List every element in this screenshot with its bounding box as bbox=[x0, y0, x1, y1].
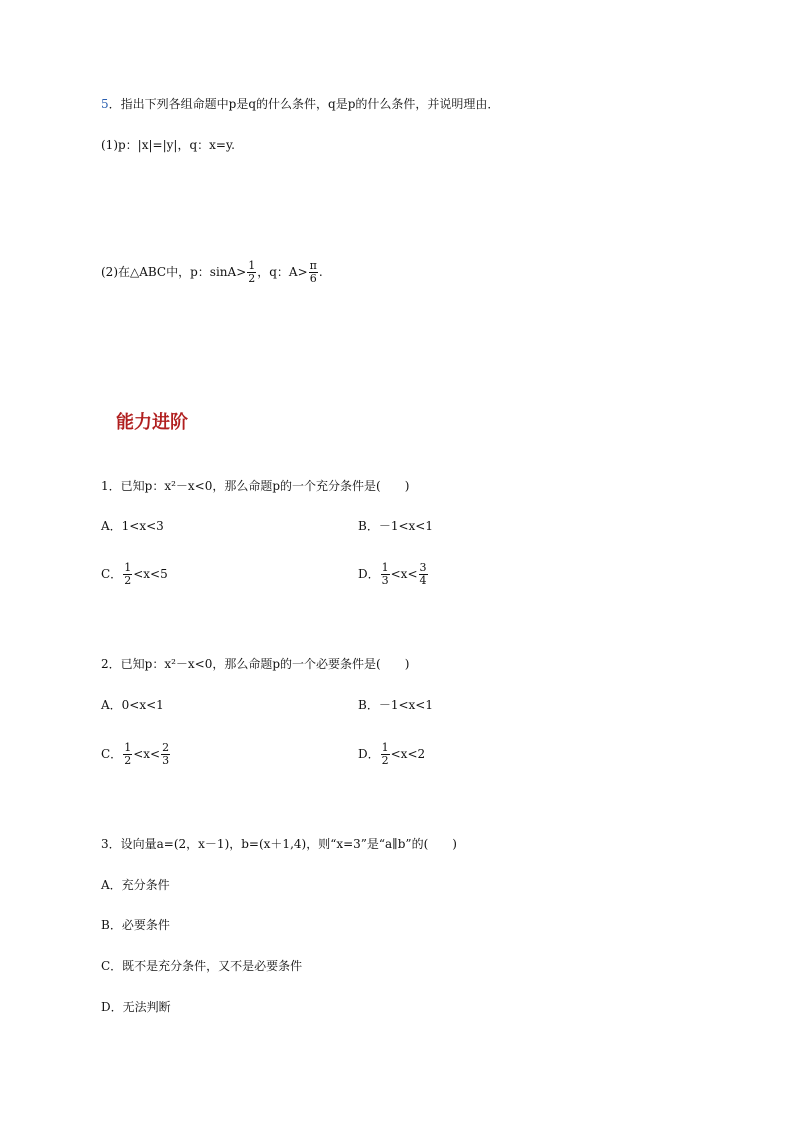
q1-option-a: A．1<x<3 bbox=[101, 519, 164, 533]
q2-option-c bbox=[101, 742, 171, 767]
q5-part2-prefix: (2)在△ABC中，p：sinA> bbox=[101, 265, 247, 279]
q1-option-c bbox=[101, 562, 168, 587]
q5-part2 bbox=[101, 260, 323, 285]
denominator: 6 bbox=[309, 272, 317, 285]
denominator: 2 bbox=[124, 754, 132, 767]
q3-stem: 3．设向量a=(2，x－1)，b=(x＋1,4)，则“x=3”是“a∥b”的( ) bbox=[101, 837, 457, 851]
option-mid: <x< bbox=[133, 747, 161, 761]
fraction bbox=[381, 742, 390, 767]
option-label: D． bbox=[358, 747, 380, 761]
q2-option-d bbox=[358, 742, 425, 767]
numerator: 1 bbox=[124, 741, 132, 754]
numerator: 1 bbox=[124, 561, 132, 574]
denominator: 2 bbox=[381, 754, 389, 767]
option-rest: <x<2 bbox=[390, 747, 426, 761]
q3-option-c: C．既不是充分条件，又不是必要条件 bbox=[101, 959, 303, 973]
numerator: 1 bbox=[381, 741, 389, 754]
section-heading: 能力进阶 bbox=[116, 412, 188, 433]
option-mid: <x< bbox=[390, 567, 418, 581]
q5-part2-mid: ，q：A> bbox=[257, 265, 308, 279]
q5-stem: 5．指出下列各组命题中p是q的什么条件，q是p的什么条件，并说明理由． bbox=[101, 97, 500, 111]
q5-stem-text: 指出下列各组命题中p是q的什么条件，q是p的什么条件，并说明理由． bbox=[120, 97, 500, 111]
numerator: 3 bbox=[419, 561, 427, 574]
q2-option-a: A．0<x<1 bbox=[101, 698, 164, 712]
q3-option-a: A．充分条件 bbox=[101, 878, 170, 892]
denominator: 4 bbox=[419, 574, 427, 587]
numerator: 1 bbox=[248, 259, 256, 272]
q3-option-d: D．无法判断 bbox=[101, 1000, 171, 1014]
numerator: π bbox=[309, 259, 317, 272]
denominator: 2 bbox=[124, 574, 132, 587]
denominator: 2 bbox=[248, 272, 256, 285]
denominator: 3 bbox=[162, 754, 170, 767]
q5-number: 5 bbox=[101, 97, 109, 111]
fraction bbox=[309, 260, 318, 285]
q5-part2-suffix: . bbox=[318, 265, 323, 279]
q1-option-d bbox=[358, 562, 429, 587]
option-label: D． bbox=[358, 567, 380, 581]
option-label: C． bbox=[101, 747, 123, 761]
numerator: 2 bbox=[162, 741, 170, 754]
fraction bbox=[123, 742, 132, 767]
q1-stem: 1．已知p：x²－x<0，那么命题p的一个充分条件是( ) bbox=[101, 479, 410, 493]
q2-option-b: B．－1<x<1 bbox=[358, 698, 433, 712]
option-label: C． bbox=[101, 567, 123, 581]
denominator: 3 bbox=[381, 574, 389, 587]
q3-option-b: B．必要条件 bbox=[101, 918, 170, 932]
fraction bbox=[161, 742, 170, 767]
option-rest: <x<5 bbox=[133, 567, 168, 581]
numerator: 1 bbox=[381, 561, 389, 574]
fraction bbox=[419, 562, 428, 587]
fraction bbox=[247, 260, 256, 285]
q5-part1: (1)p：|x|=|y|，q：x=y. bbox=[101, 138, 235, 152]
q1-option-b: B．－1<x<1 bbox=[358, 519, 433, 533]
q2-stem: 2．已知p：x²－x<0，那么命题p的一个必要条件是( ) bbox=[101, 657, 410, 671]
fraction bbox=[381, 562, 390, 587]
fraction bbox=[123, 562, 132, 587]
